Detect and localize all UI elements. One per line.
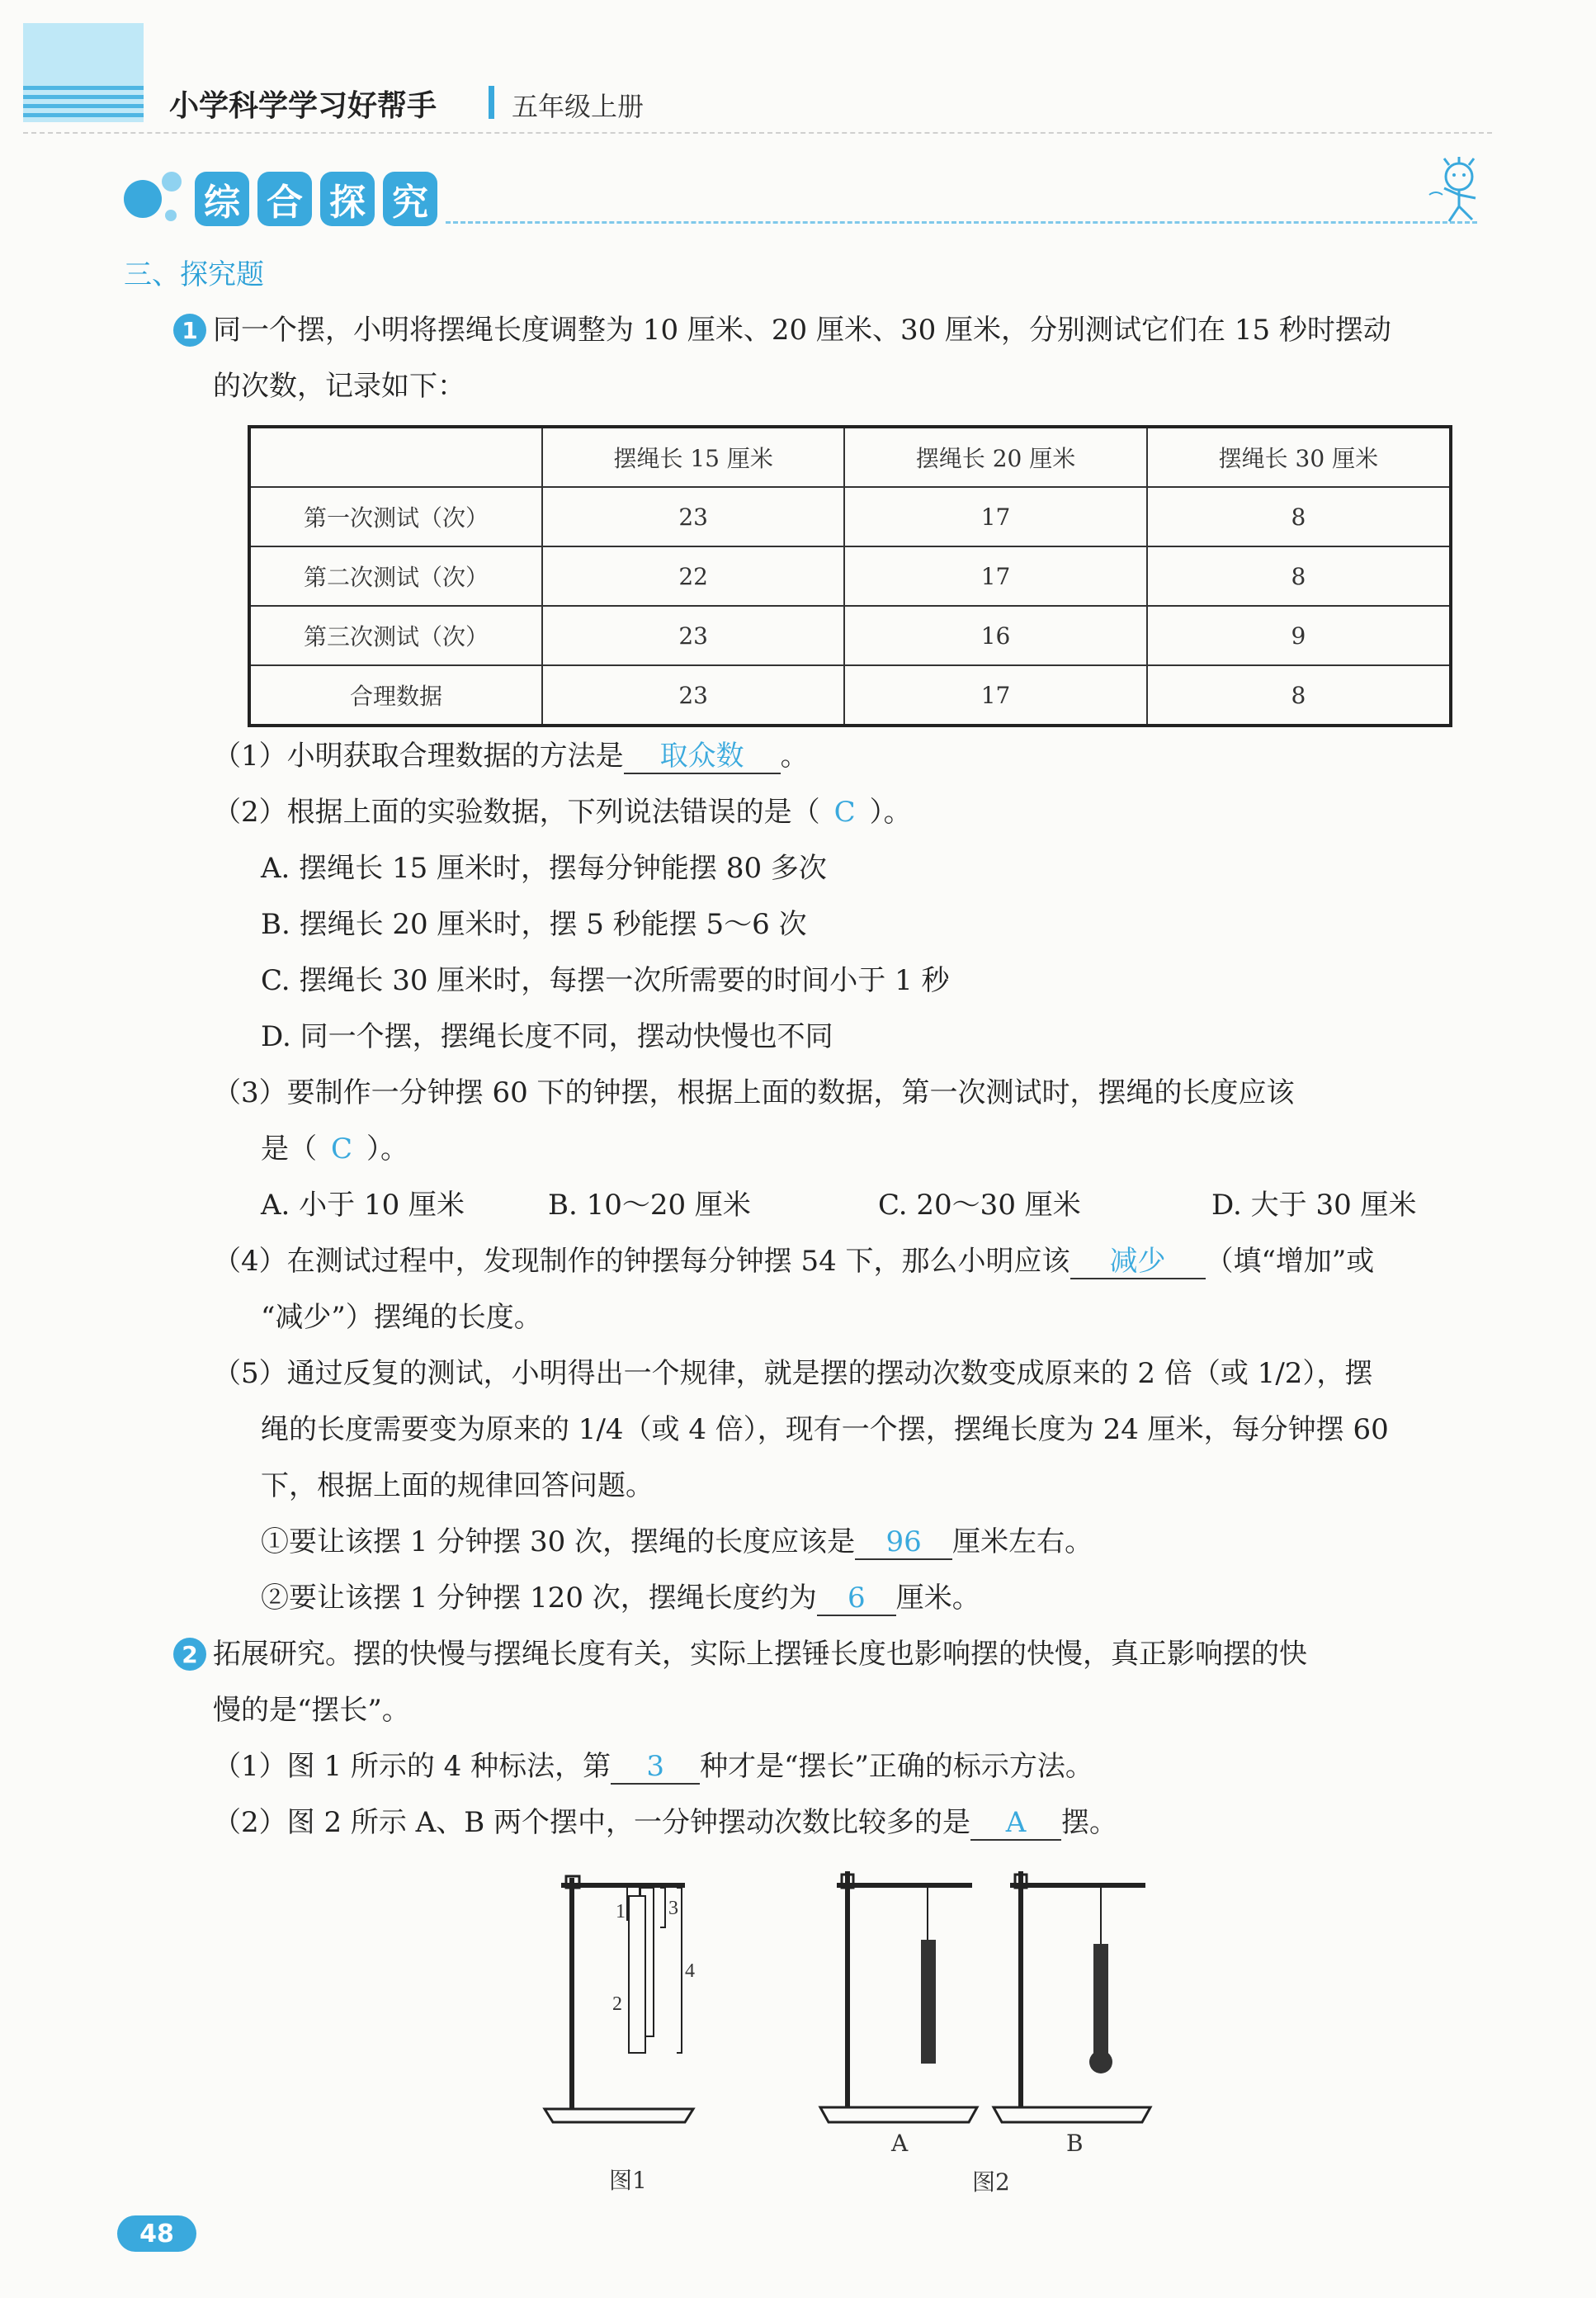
q1-p3-option-c: C. 20～30 厘米 — [878, 1189, 1081, 1222]
answer-choice-3[interactable]: C — [330, 1132, 352, 1166]
table-header-cell: 摆绳长 15 厘米 — [542, 427, 844, 487]
page-number: 48 — [117, 2215, 196, 2252]
figure-1-mark-3: 3 — [668, 1898, 678, 1919]
figure-2-caption: 图2 — [972, 2168, 1010, 2196]
q1-stem-line-2: 的次数，记录如下： — [213, 370, 465, 403]
table-cell: 第三次测试（次） — [249, 606, 542, 665]
answer-choice-2[interactable]: C — [833, 796, 856, 829]
mascot-icon — [1426, 157, 1495, 226]
q1-part-5-line-1: （5）通过反复的测试，小明得出一个规律，就是摆的摆动次数变成原来的 2 倍（或 1/2），摆 — [213, 1357, 1373, 1390]
banner-rule — [446, 221, 1477, 224]
q1-part-5-line-3: 下，根据上面的规律回答问题。 — [261, 1469, 654, 1502]
table-header-cell — [249, 427, 542, 487]
figure-2-pendulum-diagram — [817, 1861, 1164, 2134]
figure-1-mark-2: 2 — [612, 1993, 622, 2015]
answer-blank-5-1[interactable]: 96 — [855, 1525, 952, 1560]
table-cell: 22 — [542, 546, 844, 606]
table-cell: 9 — [1147, 606, 1451, 665]
table-header-cell: 摆绳长 20 厘米 — [844, 427, 1146, 487]
q1-part-4: （4）在测试过程中，发现制作的钟摆每分钟摆 54 下，那么小明应该 减少 （填“增加”或 — [213, 1245, 1375, 1278]
q1-p2-option-a: A. 摆绳长 15 厘米时，摆每分钟能摆 80 多次 — [261, 852, 827, 885]
question-number-1: 1 — [173, 314, 206, 347]
q1-part-3-line-1: （3）要制作一分钟摆 60 下的钟摆，根据上面的数据，第一次测试时，摆绳的长度应该 — [213, 1076, 1295, 1109]
answer-blank-q2-2[interactable]: A — [970, 1806, 1061, 1841]
q1-part-3-line-2: 是（ C ）。 — [261, 1132, 408, 1166]
section-title: 三、探究题 — [124, 258, 264, 291]
table-cell: 23 — [542, 665, 844, 726]
q1-part-1: （1）小明获取合理数据的方法是 取众数 。 — [213, 740, 809, 773]
table-cell: 23 — [542, 606, 844, 665]
table-row — [249, 546, 1451, 606]
table-cell: 17 — [844, 665, 1146, 726]
q1-p3-option-b: B. 10～20 厘米 — [548, 1189, 751, 1222]
q2-stem-line-2: 慢的是“摆长”。 — [213, 1694, 410, 1727]
figure-1-pendulum-diagram — [536, 1861, 701, 2134]
q1-p2-option-d: D. 同一个摆，摆绳长度不同，摆动快慢也不同 — [261, 1020, 833, 1053]
q1-part-2: （2）根据上面的实验数据，下列说法错误的是（ C ）。 — [213, 796, 912, 829]
table-cell: 16 — [844, 606, 1146, 665]
banner-char-1: 综 — [195, 172, 249, 226]
q1-p3-option-a: A. 小于 10 厘米 — [261, 1189, 465, 1222]
q1-p2-option-c: C. 摆绳长 30 厘米时，每摆一次所需要的时间小于 1 秒 — [261, 964, 950, 997]
answer-blank-4[interactable]: 减少 — [1070, 1245, 1206, 1279]
table-cell: 第二次测试（次） — [249, 546, 542, 606]
q1-part-4-line-2: “减少”）摆绳的长度。 — [261, 1301, 542, 1334]
header-rule — [23, 132, 1492, 134]
table-row — [249, 606, 1451, 665]
q1-p3-option-d: D. 大于 30 厘米 — [1211, 1189, 1417, 1222]
banner-char-2: 合 — [257, 172, 312, 226]
answer-blank-1[interactable]: 取众数 — [624, 740, 781, 774]
table-row — [249, 487, 1451, 546]
table-cell: 17 — [844, 487, 1146, 546]
q2-part-1: （1）图 1 所示的 4 种标法，第 3 种才是“摆长”正确的标示方法。 — [213, 1750, 1093, 1783]
table-header-cell: 摆绳长 30 厘米 — [1147, 427, 1451, 487]
q2-stem-line-1: 拓展研究。摆的快慢与摆绳长度有关，实际上摆锤长度也影响摆的快慢，真正影响摆的快 — [213, 1638, 1307, 1671]
figure-1-mark-4: 4 — [685, 1960, 695, 1982]
table-cell: 23 — [542, 487, 844, 546]
table-cell: 8 — [1147, 546, 1451, 606]
figure-2-label-a: A — [891, 2130, 909, 2157]
banner-char-3: 探 — [320, 172, 375, 226]
table-header-row — [249, 427, 1451, 487]
q2-part-2: （2）图 2 所示 A、B 两个摆中，一分钟摆动次数比较多的是 A 摆。 — [213, 1806, 1118, 1839]
figure-2-label-b: B — [1066, 2130, 1084, 2157]
q1-part-5-sub-1: ①要让该摆 1 分钟摆 30 次，摆绳的长度应该是 96 厘米左右。 — [261, 1525, 1093, 1558]
table-cell: 合理数据 — [249, 665, 542, 726]
figure-1-caption: 图1 — [609, 2167, 647, 2194]
banner-bubble-small — [162, 172, 182, 192]
table-cell: 8 — [1147, 665, 1451, 726]
table-cell: 17 — [844, 546, 1146, 606]
figure-1-mark-1: 1 — [616, 1901, 626, 1922]
question-number-2: 2 — [173, 1638, 206, 1671]
table-cell: 第一次测试（次） — [249, 487, 542, 546]
q1-part-5-sub-2: ②要让该摆 1 分钟摆 120 次，摆绳长度约为 6 厘米。 — [261, 1582, 980, 1615]
grade-label: 五年级上册 — [512, 91, 645, 122]
q1-part-5-line-2: 绳的长度需要变为原来的 1/4（或 4 倍），现有一个摆，摆绳长度为 24 厘米，每分钟摆 60 — [261, 1413, 1389, 1446]
banner-bubble-large — [124, 180, 162, 218]
answer-blank-5-2[interactable]: 6 — [817, 1582, 896, 1616]
q1-stem-line-1: 同一个摆，小明将摆绳长度调整为 10 厘米、20 厘米、30 厘米，分别测试它们在 15 秒时摆动 — [213, 314, 1391, 347]
banner-bubble-tiny — [165, 210, 177, 221]
data-table — [248, 425, 1452, 727]
book-title: 小学科学学习好帮手 — [169, 89, 437, 123]
q1-p2-option-b: B. 摆绳长 20 厘米时，摆 5 秒能摆 5～6 次 — [261, 908, 807, 941]
answer-blank-q2-1[interactable]: 3 — [611, 1750, 700, 1785]
header-stripes — [23, 86, 144, 122]
table-cell: 8 — [1147, 487, 1451, 546]
header-divider — [489, 86, 494, 119]
table-row — [249, 665, 1451, 726]
banner-char-4: 究 — [383, 172, 437, 226]
